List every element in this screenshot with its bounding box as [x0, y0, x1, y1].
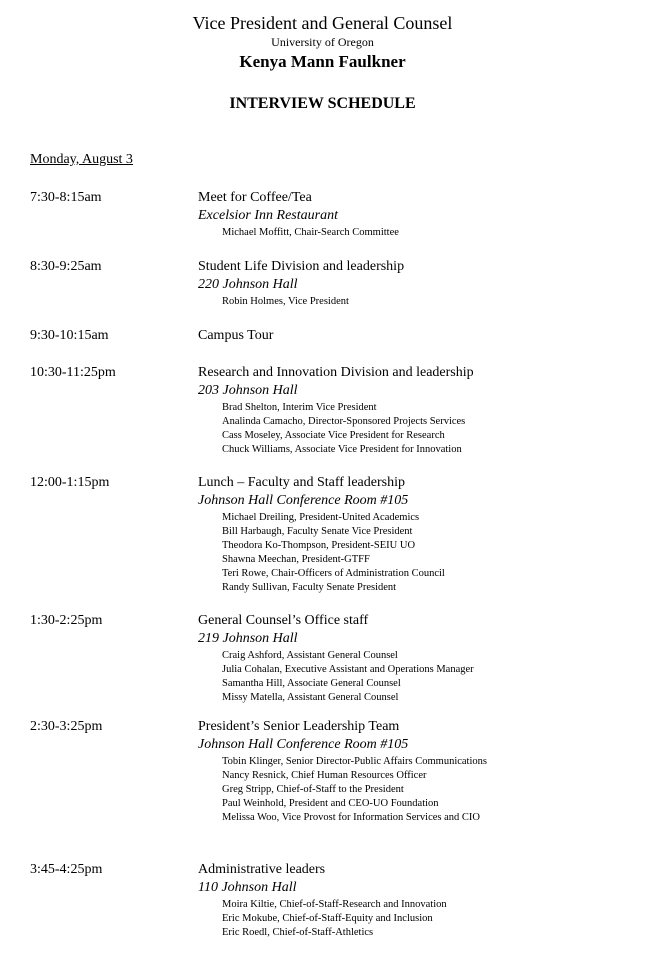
- session-event: Research and Innovation Division and leadership: [198, 365, 474, 380]
- session-event: President’s Senior Leadership Team: [198, 719, 400, 734]
- attendee: Melissa Woo, Vice Provost for Information Services and CIO: [222, 812, 480, 823]
- attendee: Moira Kiltie, Chief-of-Staff-Research and Innovation: [222, 899, 447, 910]
- session-event: Campus Tour: [198, 328, 274, 343]
- attendee: Brad Shelton, Interim Vice President: [222, 402, 377, 413]
- candidate-name: Kenya Mann Faulkner: [239, 52, 406, 71]
- session-details: [198, 612, 638, 705]
- session-details: [198, 364, 638, 457]
- attendee: Teri Rowe, Chair-Officers of Administration Council: [222, 568, 445, 579]
- attendee: Craig Ashford, Assistant General Counsel: [222, 650, 398, 661]
- attendee: Michael Moffitt, Chair-Search Committee: [222, 227, 399, 238]
- session-time: 2:30-3:25pm: [30, 719, 103, 734]
- attendee: Missy Matella, Assistant General Counsel: [222, 692, 399, 703]
- session-details: [198, 474, 638, 595]
- session-event: Meet for Coffee/Tea: [198, 190, 312, 205]
- attendee-list: [198, 898, 638, 940]
- attendee: Samantha Hill, Associate General Counsel: [222, 678, 401, 689]
- document-title: Vice President and General Counsel: [192, 13, 453, 33]
- session-time: 7:30-8:15am: [30, 190, 102, 205]
- attendee: Theodora Ko-Thompson, President-SEIU UO: [222, 540, 416, 551]
- attendee: Julia Cohalan, Executive Assistant and Operations Manager: [222, 664, 474, 675]
- attendee: Randy Sullivan, Faculty Senate President: [222, 582, 397, 593]
- session-time: 10:30-11:25pm: [30, 365, 116, 380]
- attendee: Nancy Resnick, Chief Human Resources Officer: [222, 770, 427, 781]
- session-time: 12:00-1:15pm: [30, 475, 110, 490]
- attendee-list: [198, 755, 638, 825]
- session-details: [198, 327, 638, 345]
- session-event: Student Life Division and leadership: [198, 259, 405, 274]
- attendee-list: [198, 401, 638, 457]
- attendee: Analinda Camacho, Director-Sponsored Projects Services: [222, 416, 466, 427]
- attendee: Paul Weinhold, President and CEO-UO Foundation: [222, 798, 439, 809]
- session-event: General Counsel’s Office staff: [198, 613, 369, 628]
- session-location: 220 Johnson Hall: [198, 277, 298, 292]
- session-time: 1:30-2:25pm: [30, 613, 103, 628]
- session-location: Excelsior Inn Restaurant: [198, 208, 338, 223]
- attendee: Shawna Meechan, President-GTFF: [222, 554, 370, 565]
- session-details: [198, 189, 638, 240]
- attendee: Chuck Williams, Associate Vice President for Innovation: [222, 444, 462, 455]
- session-details: [198, 718, 638, 825]
- attendee: Robin Holmes, Vice President: [222, 296, 349, 307]
- attendee: Greg Stripp, Chief-of-Staff to the President: [222, 784, 404, 795]
- session-event: Administrative leaders: [198, 862, 326, 877]
- attendee-list: [198, 511, 638, 595]
- attendee: Eric Mokube, Chief-of-Staff-Equity and Inclusion: [222, 913, 433, 924]
- attendee: Cass Moseley, Associate Vice President for Research: [222, 430, 445, 441]
- session-time: 8:30-9:25am: [30, 259, 102, 274]
- attendee-list: [198, 649, 638, 705]
- session-time: 9:30-10:15am: [30, 328, 109, 343]
- session-location: 110 Johnson Hall: [198, 880, 297, 895]
- session-event: Lunch – Faculty and Staff leadership: [198, 475, 405, 490]
- session-location: Johnson Hall Conference Room #105: [198, 493, 409, 508]
- session-location: 219 Johnson Hall: [198, 631, 298, 646]
- schedule-heading: INTERVIEW SCHEDULE: [229, 95, 416, 112]
- session-location: 203 Johnson Hall: [198, 383, 298, 398]
- session-location: Johnson Hall Conference Room #105: [198, 737, 409, 752]
- attendee: Eric Roedl, Chief-of-Staff-Athletics: [222, 927, 374, 938]
- session-details: [198, 258, 638, 309]
- attendee: Tobin Klinger, Senior Director-Public Affairs Communications: [222, 756, 487, 767]
- attendee: Bill Harbaugh, Faculty Senate Vice President: [222, 526, 413, 537]
- university-name: University of Oregon: [271, 35, 374, 49]
- attendee: Michael Dreiling, President-United Academics: [222, 512, 420, 523]
- attendee-list: [198, 226, 638, 240]
- attendee-list: [198, 295, 638, 309]
- session-time: 3:45-4:25pm: [30, 862, 103, 877]
- session-details: [198, 861, 638, 940]
- schedule-day: Monday, August 3: [30, 152, 133, 167]
